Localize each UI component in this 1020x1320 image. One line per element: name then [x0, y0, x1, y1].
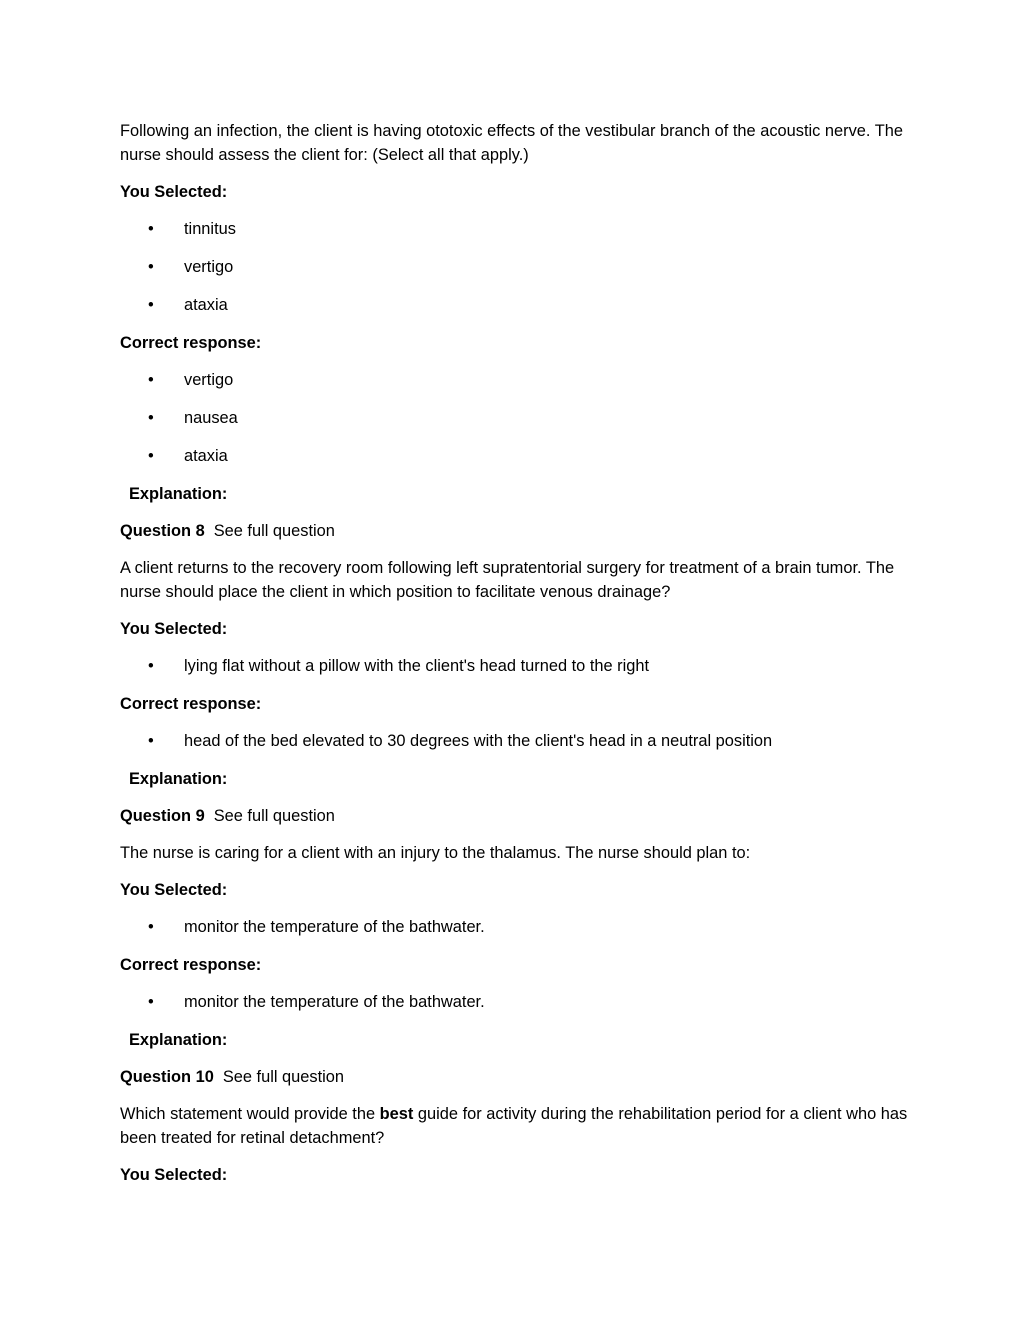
question-10-stem: Which statement would provide the best guide for activity during the rehabilitation period for a client who has been treated for retinal detachment?: [120, 1105, 908, 1147]
question-9-stem: The nurse is caring for a client with an injury to the thalamus. The nurse should plan to:: [120, 844, 751, 862]
bullet-icon: •: [148, 993, 154, 1011]
question-number: Question 9: [120, 807, 205, 825]
see-full-question-link[interactable]: See full question: [222, 1068, 345, 1086]
list-item: • vertigo: [120, 368, 910, 392]
bullet-icon: •: [148, 732, 154, 750]
bullet-icon: •: [148, 447, 154, 465]
bullet-icon: •: [148, 918, 154, 936]
question-7-stem: Following an infection, the client is having ototoxic effects of the vestibular branch of the acoustic nerve. The nurse should assess the client for: (Select all that apply.): [120, 122, 903, 164]
bullet-icon: •: [148, 657, 154, 675]
q9-correct-list: [120, 990, 910, 1014]
question-10-header: [120, 1065, 910, 1089]
q9-explanation-label: Explanation:: [129, 1031, 228, 1049]
bullet-icon: •: [148, 296, 154, 314]
q7-you-selected-label: You Selected:: [120, 183, 228, 201]
list-item: • monitor the temperature of the bathwater.: [120, 990, 910, 1014]
question-8-stem: A client returns to the recovery room following left supratentorial surgery for treatment of a brain tumor. The nurse should place the client in which position to facilitate venous drainage?: [120, 559, 895, 601]
bullet-icon: •: [148, 258, 154, 276]
document-page: [120, 119, 910, 1200]
question-8-header: [120, 519, 910, 543]
q8-selected-list: [120, 654, 910, 678]
question-9-header: [120, 804, 910, 828]
q9-correct-label: Correct response:: [120, 956, 262, 974]
list-item: • head of the bed elevated to 30 degrees with the client's head in a neutral position: [120, 729, 910, 753]
q7-explanation-label: Explanation:: [129, 485, 228, 503]
see-full-question-link[interactable]: See full question: [213, 522, 335, 540]
question-number: Question 10: [120, 1068, 214, 1086]
bullet-icon: •: [148, 220, 154, 238]
see-full-question-link[interactable]: See full question: [213, 807, 335, 825]
q7-correct-label: Correct response:: [120, 334, 262, 352]
list-item: • ataxia: [120, 444, 910, 468]
q8-correct-list: [120, 729, 910, 753]
question-number: Question 8: [120, 522, 205, 540]
list-item: • tinnitus: [120, 217, 910, 241]
q8-correct-label: Correct response:: [120, 695, 262, 713]
list-item: • monitor the temperature of the bathwater.: [120, 915, 910, 939]
emphasis-best: best: [379, 1105, 414, 1123]
q9-selected-list: [120, 915, 910, 939]
bullet-icon: •: [148, 409, 154, 427]
list-item: • lying flat without a pillow with the client's head turned to the right: [120, 654, 910, 678]
list-item: • nausea: [120, 406, 910, 430]
q8-explanation-label: Explanation:: [129, 770, 228, 788]
q7-selected-list: [120, 217, 910, 317]
q8-you-selected-label: You Selected:: [120, 620, 228, 638]
q9-you-selected-label: You Selected:: [120, 881, 228, 899]
q7-correct-list: [120, 368, 910, 468]
list-item: • ataxia: [120, 293, 910, 317]
list-item: • vertigo: [120, 255, 910, 279]
q10-you-selected-label: You Selected:: [120, 1166, 228, 1184]
bullet-icon: •: [148, 371, 154, 389]
